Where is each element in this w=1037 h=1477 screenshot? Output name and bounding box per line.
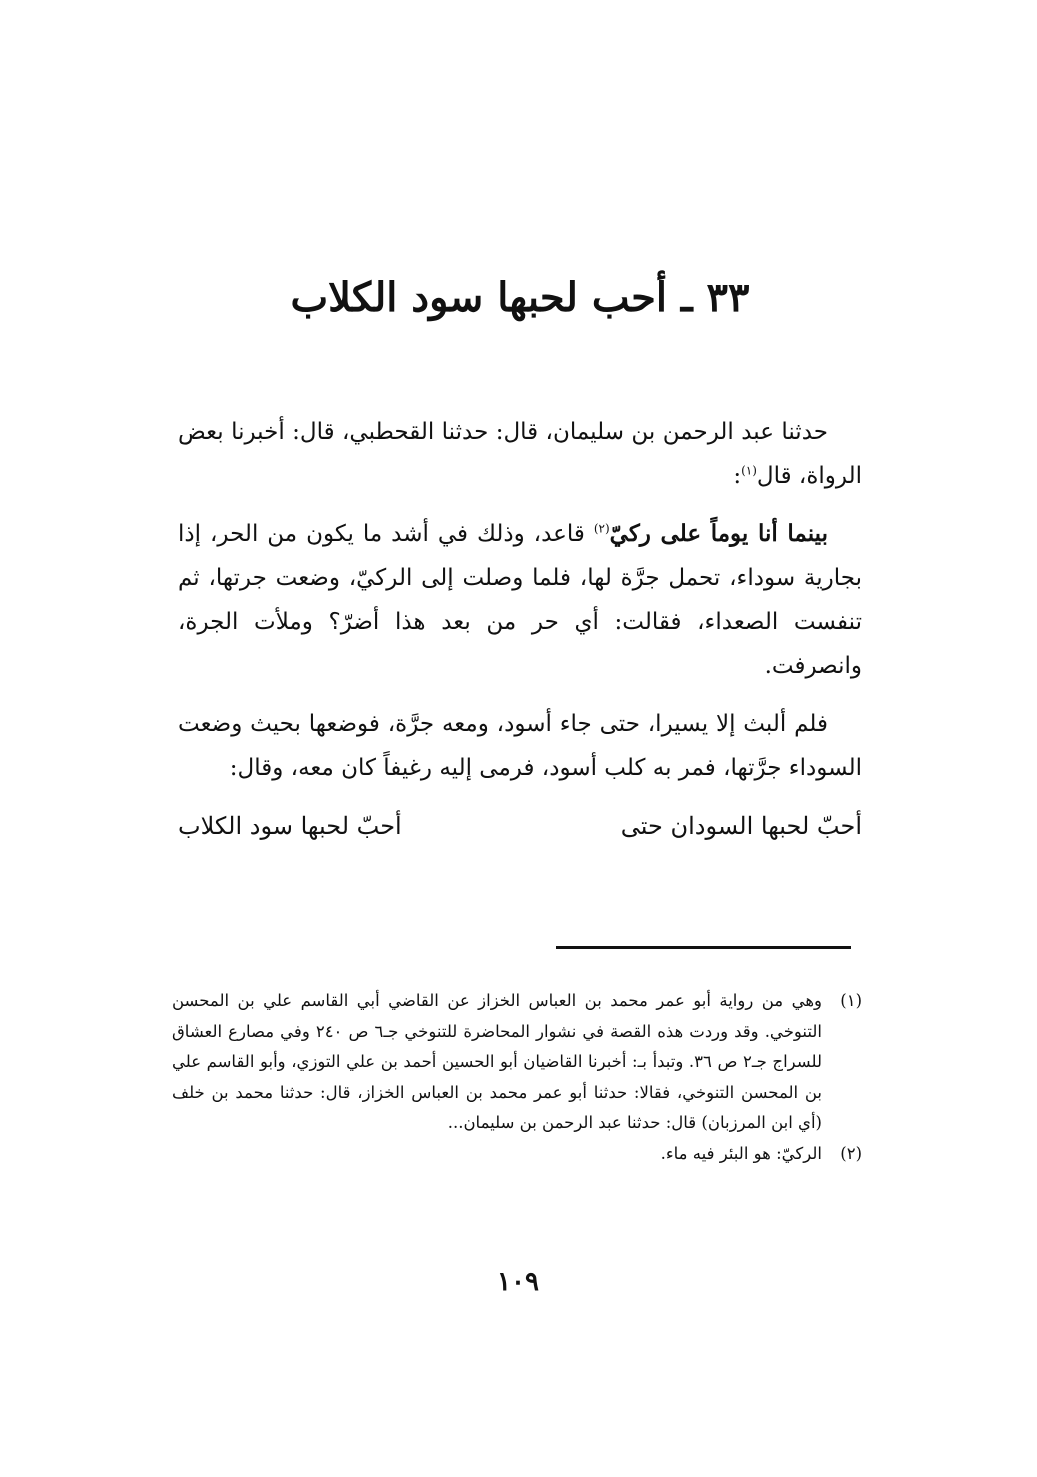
footnotes [172,986,862,1169]
footnote-2-text: الركيّ: هو البئر فيه ماء. [660,1143,822,1163]
footnote-separator [556,946,851,949]
footnote-2-number: (٢) [840,1143,862,1163]
footnote-1-text: وهي من رواية أبو عمر محمد بن العباس الخزاز عن القاضي أبي القاسم علي بن المحسن التنوخي. وقد وردت هذه القصة في نشوار المحاضرة للتنوخي جـ٦ ص ٢٤٠ وفي مصارع العشاق للسراج جـ٢ ص ٣٦. وتبدأ بـ: أخبرنا القاضيان أبو الحسين أحمد بن علي التوزي، وأبو القاسم علي بن المحسن التنوخي، فقالا: حدثنا أبو عمر محمد بن العباس الخزاز، قال: حدثنا محمد بن خلف (أي ابن المرزبان) قال: حدثنا عبد الرحمن بن سليمان... [172,991,822,1132]
paragraph-3 [178,702,862,790]
page-number: ١٠٩ [497,1267,539,1297]
footnote-ref-1: (١) [741,463,757,478]
paragraph-1-tail: : [733,463,742,489]
footnote-ref-2: (٢) [593,521,610,536]
paragraph-2 [178,512,862,688]
paragraph-1 [178,410,862,498]
paragraph-3-text: فلم ألبث إلا يسيرا، حتى جاء أسود، ومعه جرَّة، فوضعها بحيث وضعت السوداء جرَّتها، فمر به كلب أسود، فرمى إليه رغيفاً كان معه، وقال: [178,711,862,781]
verse-second-hemistich: أحبّ لحبها سود الكلاب [178,812,402,840]
footnote-1-number: (١) [840,991,862,1010]
main-text [178,410,862,848]
paragraph-2-lead: بينما أنا يوماً على ركيّ [609,520,828,547]
verse-first-hemistich: أحبّ لحبها السودان حتى [620,812,862,840]
paragraph-1-text: حدثنا عبد الرحمن بن سليمان، قال: حدثنا القحطبي، قال: أخبرنا بعض الرواة، قال [178,419,862,489]
chapter-title: ٣٣ ـ أحب لحبها سود الكلاب [290,274,750,321]
footnote-2 [172,1139,862,1170]
footnote-1 [172,986,862,1139]
verse-line [178,804,862,848]
paragraph-2-tail: قاعد، وذلك في أشد ما يكون من الحر، إذا بجارية سوداء، تحمل جرَّة لها، فلما وصلت إلى الركيّ، وضعت جرتها، ثم تنفست الصعداء، فقالت: أي حر من بعد هذا أضرّ؟ وملأت الجرة، وانصرفت. [178,521,862,679]
